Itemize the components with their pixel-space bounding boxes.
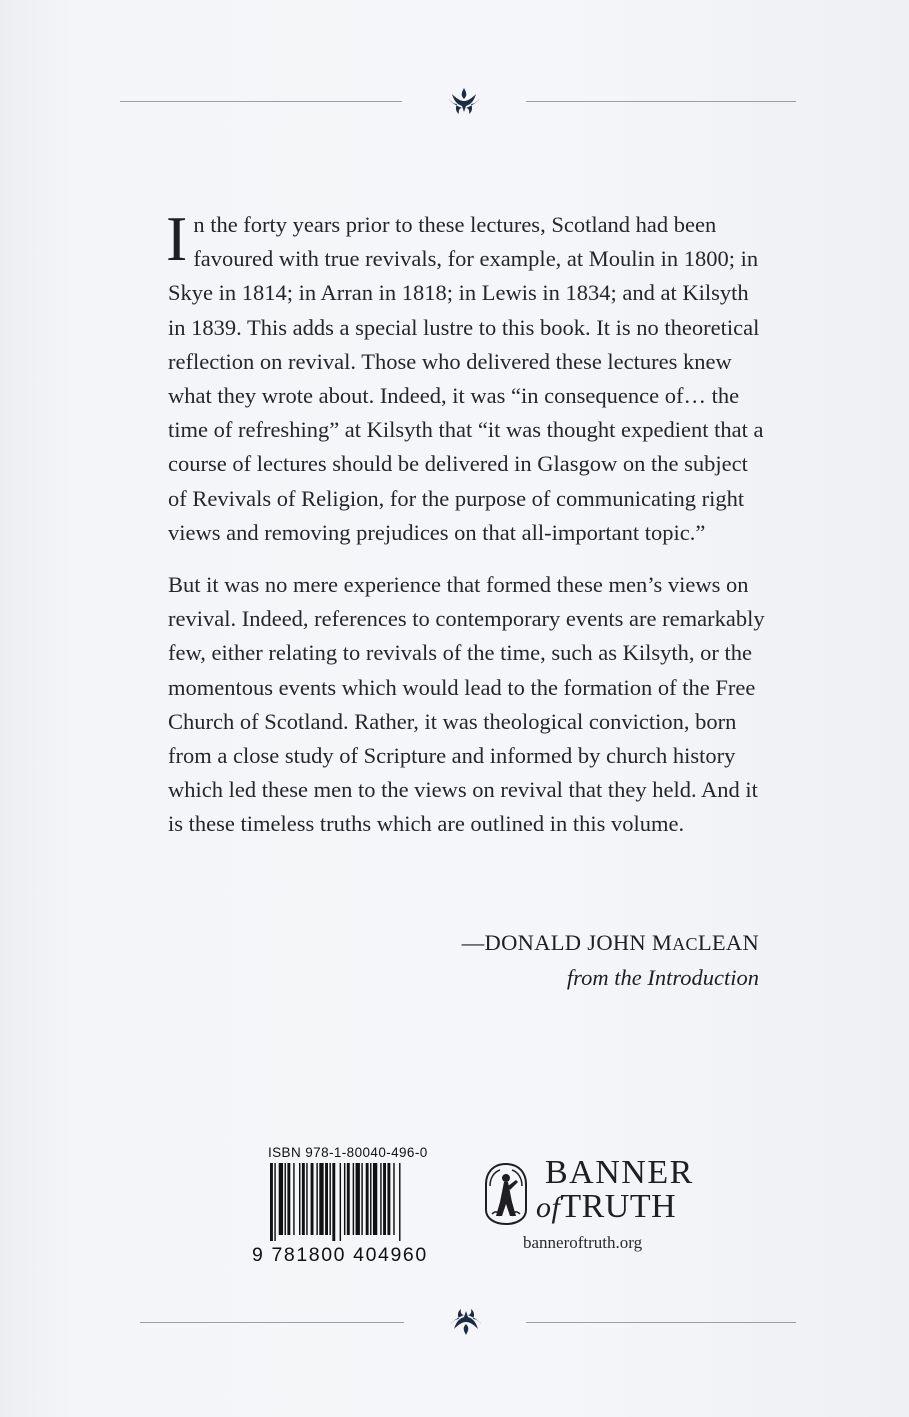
barcode-bar	[293, 1163, 294, 1235]
fleuron-icon	[446, 86, 482, 116]
right-rule	[526, 1322, 796, 1323]
barcode-bar	[366, 1163, 369, 1235]
barcode-bar	[393, 1163, 394, 1235]
paragraph-1-text: n the forty years prior to these lectures, Scotland had been favoured with true revivals, for example, at Moulin in 1800; in Skye in 1814; in Arran in 1818; in Lewis in 1834; and at Kilsyth in 1839. This adds a special lustre to this book. It is no theoretical reflection on revival. Those who delivered these lectures knew what they wrote about. Indeed, it was “in consequence of… the time of refreshing” at Kilsyth that “it was thought expedient that a course of lectures should be delivered in Glasgow on the subject of Revivals of Religion, for the purpose of communicating right views and removing prejudices on that all-important topic.”	[168, 212, 764, 545]
barcode-bar	[287, 1163, 290, 1235]
isbn-label: ISBN 978-1-80040-496-0	[268, 1145, 428, 1160]
right-rule	[526, 101, 796, 102]
excerpt-paragraph-1	[166, 203, 768, 550]
barcode-bar	[325, 1163, 328, 1235]
barcode-bar	[353, 1163, 354, 1235]
barcode-bar	[361, 1163, 362, 1235]
barcode-bar	[306, 1163, 307, 1235]
author-name-suffix: LEAN	[697, 930, 759, 955]
left-rule	[120, 101, 402, 102]
bottom-ornament-divider	[0, 1305, 909, 1345]
barcode-bar	[270, 1163, 273, 1241]
barcode-bar	[373, 1163, 377, 1235]
drop-cap: I	[166, 203, 188, 274]
barcode-bar	[311, 1163, 314, 1235]
attribution-author	[462, 930, 759, 956]
barcode-bar	[274, 1163, 275, 1241]
publisher-url: banneroftruth.org	[523, 1233, 643, 1252]
barcode-bar	[332, 1163, 335, 1241]
burning-bush-emblem-icon	[482, 1162, 530, 1226]
barcode-bar	[383, 1163, 386, 1235]
author-name-smallcaps: AC	[672, 934, 698, 954]
barcode-bar	[279, 1163, 283, 1235]
fleuron-icon	[448, 1307, 484, 1337]
publisher-name-line1: BANNER	[545, 1154, 694, 1191]
barcode-bar	[285, 1163, 286, 1235]
publisher-name-line2	[536, 1190, 676, 1225]
barcode-digits: 9 781800 404960	[252, 1244, 428, 1266]
attribution-source: from the Introduction	[566, 965, 759, 990]
barcode-bar	[299, 1163, 300, 1235]
top-ornament-divider	[0, 84, 909, 124]
barcode-bar	[340, 1163, 341, 1241]
publisher-of: of	[536, 1191, 561, 1224]
barcode-bar	[399, 1163, 400, 1241]
barcode-icon	[268, 1163, 446, 1241]
barcode-bar	[316, 1163, 317, 1235]
barcode-bar	[319, 1163, 323, 1235]
publisher-truth: TRUTH	[560, 1188, 677, 1225]
left-rule	[140, 1322, 404, 1323]
barcode-bar	[356, 1163, 360, 1235]
barcode-bar	[347, 1163, 350, 1235]
barcode-bar	[370, 1163, 371, 1235]
barcode-bar	[387, 1163, 390, 1235]
barcode-bar	[329, 1163, 330, 1235]
excerpt-paragraph-2: But it was no mere experience that formed these men’s views on revival. Indeed, references to contemporary events are remarkably few, either relating to revivals of the time, such as Kilsyth, or the momentous events which would lead to the formation of the Free Church of Scotland. Rather, it was theological conviction, born from a close study of Scripture and informed by church history which led these men to the views on revival that they held. And it is these timeless truths which are outlined in this volume.	[168, 572, 765, 837]
barcode-bar	[302, 1163, 305, 1235]
excerpt-text	[166, 203, 768, 842]
barcode-bar	[380, 1163, 381, 1235]
author-name-prefix: —DONALD JOHN M	[461, 930, 673, 955]
barcode-bar	[344, 1163, 345, 1235]
